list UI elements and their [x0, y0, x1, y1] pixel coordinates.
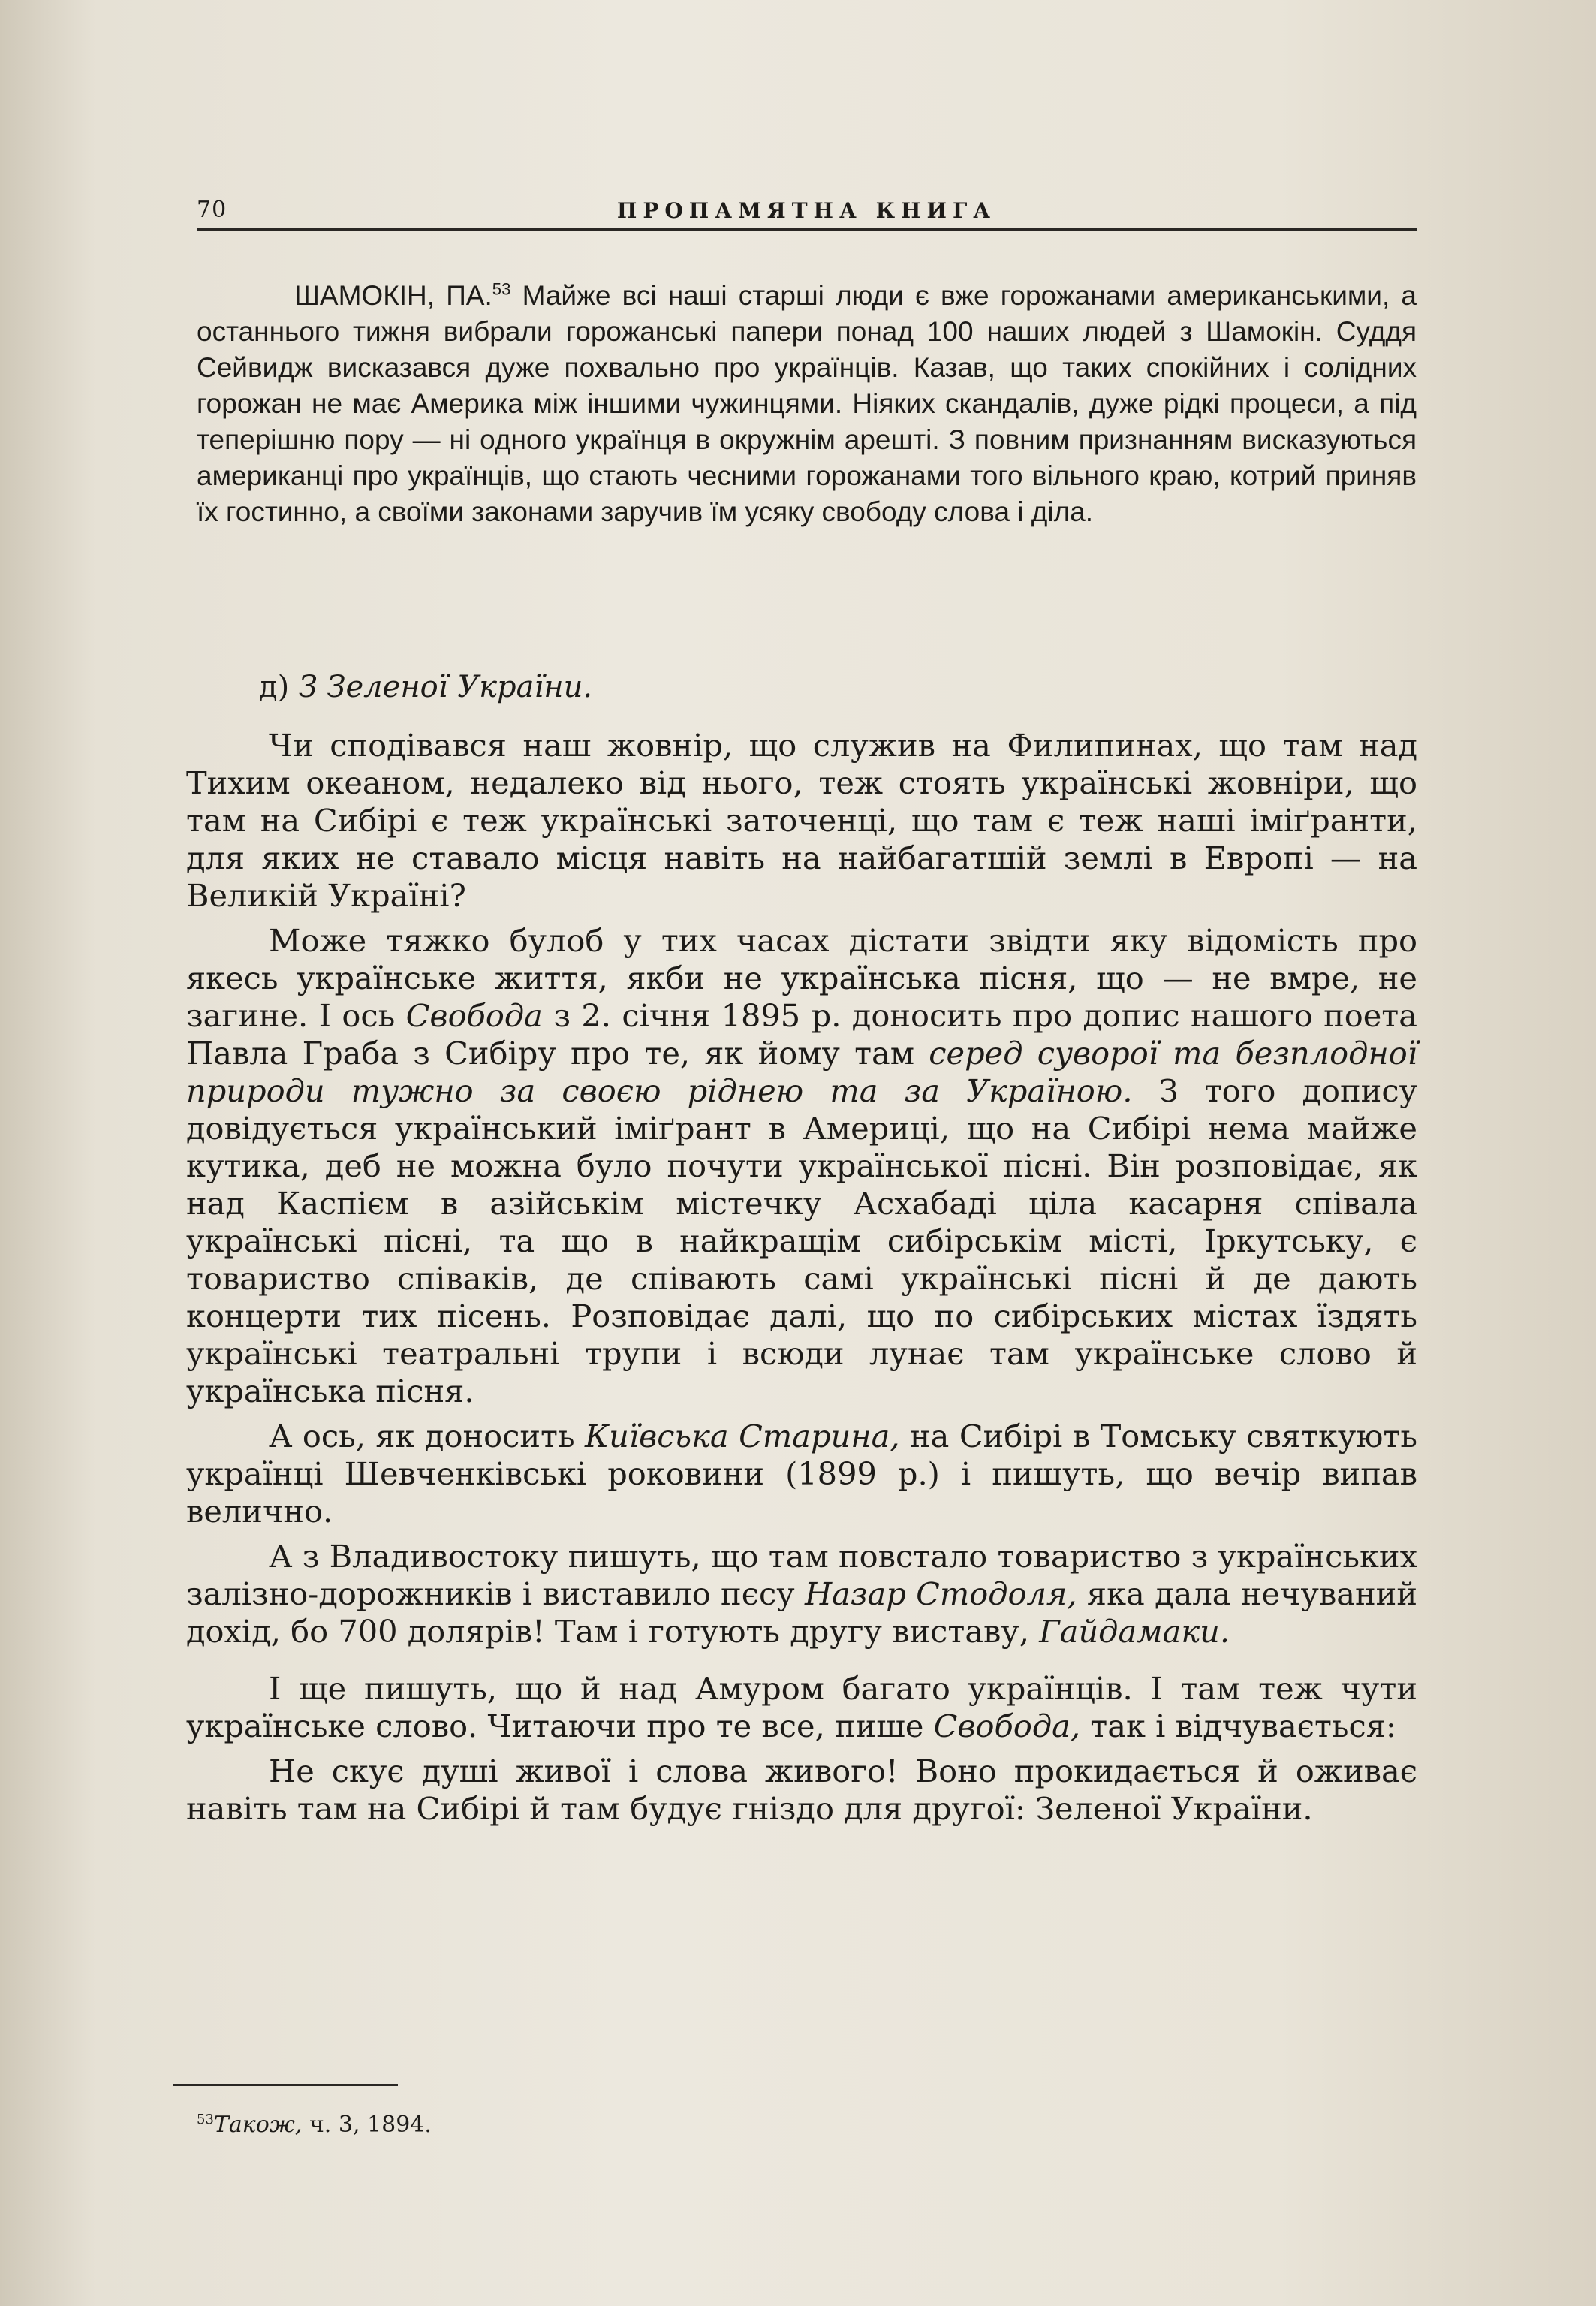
- footnote-marker: 53: [492, 279, 511, 299]
- play-title: Гайдамаки.: [1039, 1613, 1230, 1650]
- text-run: З того допису довідується український іміґрант в Америці, що на Сибірі нема майже кутика, деб не можна було почути української пісні. Він розповідає, як над Каспієм в азійськім містечку Асхабаді ціла касарня співала українські пісні, та що в найкращім сибірськім місті, Іркутську, є товариство співаків, де співають самі українські пісні й де дають концерти тих пісень. Розповідає далі, що по сибірських містах їздять українські театральні трупи і всюди лунає там українське слово й українська пісня.: [186, 1072, 1417, 1409]
- text-run: на Сибірі в Томську святкують українці Шевченківські роковини (1899 р.) і пишуть, що вечір випав велично.: [186, 1418, 1417, 1530]
- main-text: [186, 727, 1417, 1835]
- paragraph-4: [186, 1538, 1417, 1650]
- paragraph-6: Не скує душі живої і слова живого! Воно прокидається й оживає навіть там на Сибірі й там будує гніздо для другої: Зеленої України.: [186, 1753, 1417, 1827]
- text-run: А з Владивостоку пишуть, що там повстало товариство з українських залізно-дорожників і виставило пєсу: [186, 1538, 1417, 1612]
- text-run: так і відчувається:: [1080, 1708, 1396, 1744]
- newspaper-title: Свобода: [405, 997, 543, 1034]
- journal-title: Київська Старина,: [585, 1418, 900, 1454]
- footnote: [197, 2110, 1098, 2140]
- page-header: [197, 197, 1417, 231]
- paragraph-1: Чи сподівався наш жовнір, що служив на Филипинах, що там над Тихим океаном, недалеко від нього, теж стоять українські жовніри, що там на Сибірі є теж українські заточенці, що там є теж наші іміґранти, для яких не ставало місця навіть на найбагатшій землі в Европі — на Великій Україні?: [186, 727, 1417, 914]
- shamokin-report: [197, 278, 1417, 530]
- paragraph-2: [186, 922, 1417, 1410]
- quoted-phrase: серед суворої та безплодної природи тужно за своєю ріднею та за Україною.: [186, 1035, 1418, 1109]
- footnote-rest: ч. 3, 1894.: [302, 2112, 432, 2138]
- subsection-heading: [259, 665, 1310, 710]
- subsection-marker: д): [259, 670, 290, 704]
- footnote-rule: [173, 2084, 398, 2086]
- footnote-number: 53: [197, 2112, 214, 2127]
- text-run: яка дала нечуваний дохід, бо 700 долярів! Там і готують другу виставу,: [186, 1575, 1417, 1650]
- text-run: І ще пишуть, що й над Амуром багато українців. І там теж чути українське слово. Читаючи про те все, пише: [186, 1670, 1417, 1744]
- place-name: ШАМОКІН, ПА.: [294, 280, 492, 311]
- subsection-title: З Зеленої України.: [298, 670, 593, 704]
- running-title: ПРОПАМЯТНА КНИГА: [616, 198, 997, 223]
- play-title: Назар Стодоля,: [804, 1575, 1077, 1612]
- paragraph-5: [186, 1670, 1417, 1745]
- page-number: 70: [197, 197, 227, 223]
- text-run: з 2. січня 1895 р. доносить про допис нашого поета Павла Граба з Сибіру про те, як йому там: [186, 997, 1417, 1072]
- paragraph-3: [186, 1418, 1417, 1530]
- text-run: А ось, як доносить: [269, 1418, 586, 1454]
- shamokin-text: Майже всі наші старші люди є вже горожанами американськими, а останнього тижня вибрали горожанські папери понад 100 наших людей з Шамокін. Суддя Сейвидж висказався дуже похвально про українців. Казав, що таких спокійних і солідних горожан не має Америка між іншими чужинцями. Ніяких скандалів, дуже рідкі процеси, а під теперішню пору — ні одного українця в окружнім арешті. З повним признанням висказуються американці про українців, що стають чесними горожанами того вільного краю, котрий приняв їх гостинно, а своїми законами заручив їм усяку свободу слова і діла.: [197, 280, 1417, 527]
- text-run: Може тяжко булоб у тих часах дістати звідти яку відомість про якесь українське життя, якби не українська пісня, що — не вмре, не загине. І ось: [186, 922, 1417, 1034]
- newspaper-title: Свобода,: [933, 1708, 1081, 1744]
- footnote-source: Також,: [213, 2112, 303, 2138]
- shamokin-paragraph: [197, 278, 1417, 530]
